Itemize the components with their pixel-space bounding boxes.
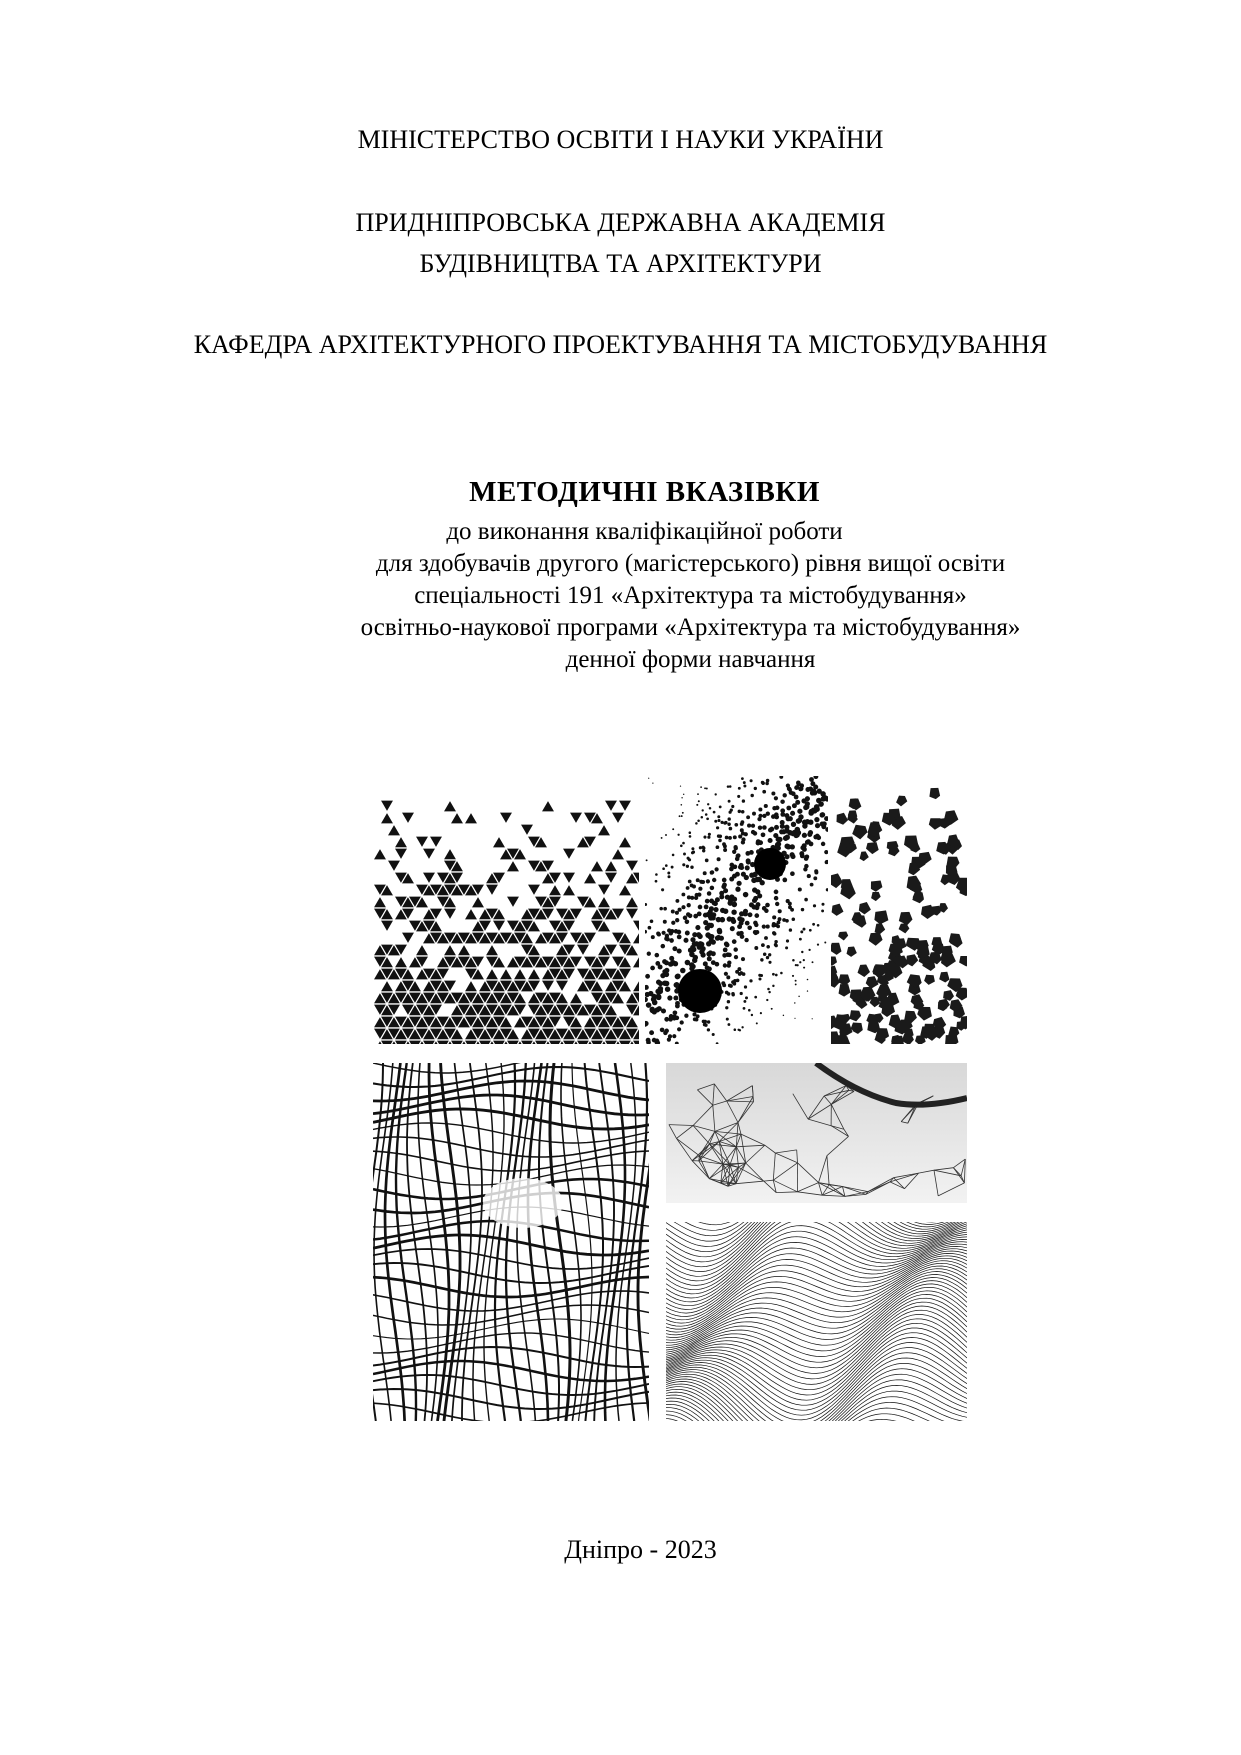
ministry-name: МІНІСТЕРСТВО ОСВІТИ І НАУКИ УКРАЇНИ [357,125,884,154]
academy-name-line1: ПРИДНІПРОВСЬКА ДЕРЖАВНА АКАДЕМІЯ [355,208,886,237]
city-year: Дніпро - 2023 [564,1535,717,1564]
scattered-polygon-image [831,776,967,1044]
subtitle-line4: освітньо-наукової програми «Архітектура та містобудування» [360,614,1021,641]
subtitle-line1: до виконання кваліфікаційної роботи [446,518,843,545]
subtitle-line2: для здобувачів другого (магістерського) рівня вищої освіти [375,550,1006,577]
academy-name-line2: БУДІВНИЦТВА ТА АРХІТЕКТУРИ [419,249,822,278]
subtitle-line3: спеціальності 191 «Архітектура та містобудування» [414,582,967,609]
department-name: КАФЕДРА АРХІТЕКТУРНОГО ПРОЕКТУВАННЯ ТА МІСТОБУДУВАННЯ [193,330,1048,359]
document-title: МЕТОДИЧНІ ВКАЗІВКИ [469,476,820,508]
distorted-grid-image [373,1063,649,1421]
wavy-line-image [666,1222,967,1421]
wireframe-mesh-image [666,1063,967,1203]
subtitle-line5: денної форми навчання [565,646,816,673]
triangle-gradient-image [373,776,639,1044]
voronoi-dot-image [645,776,828,1044]
